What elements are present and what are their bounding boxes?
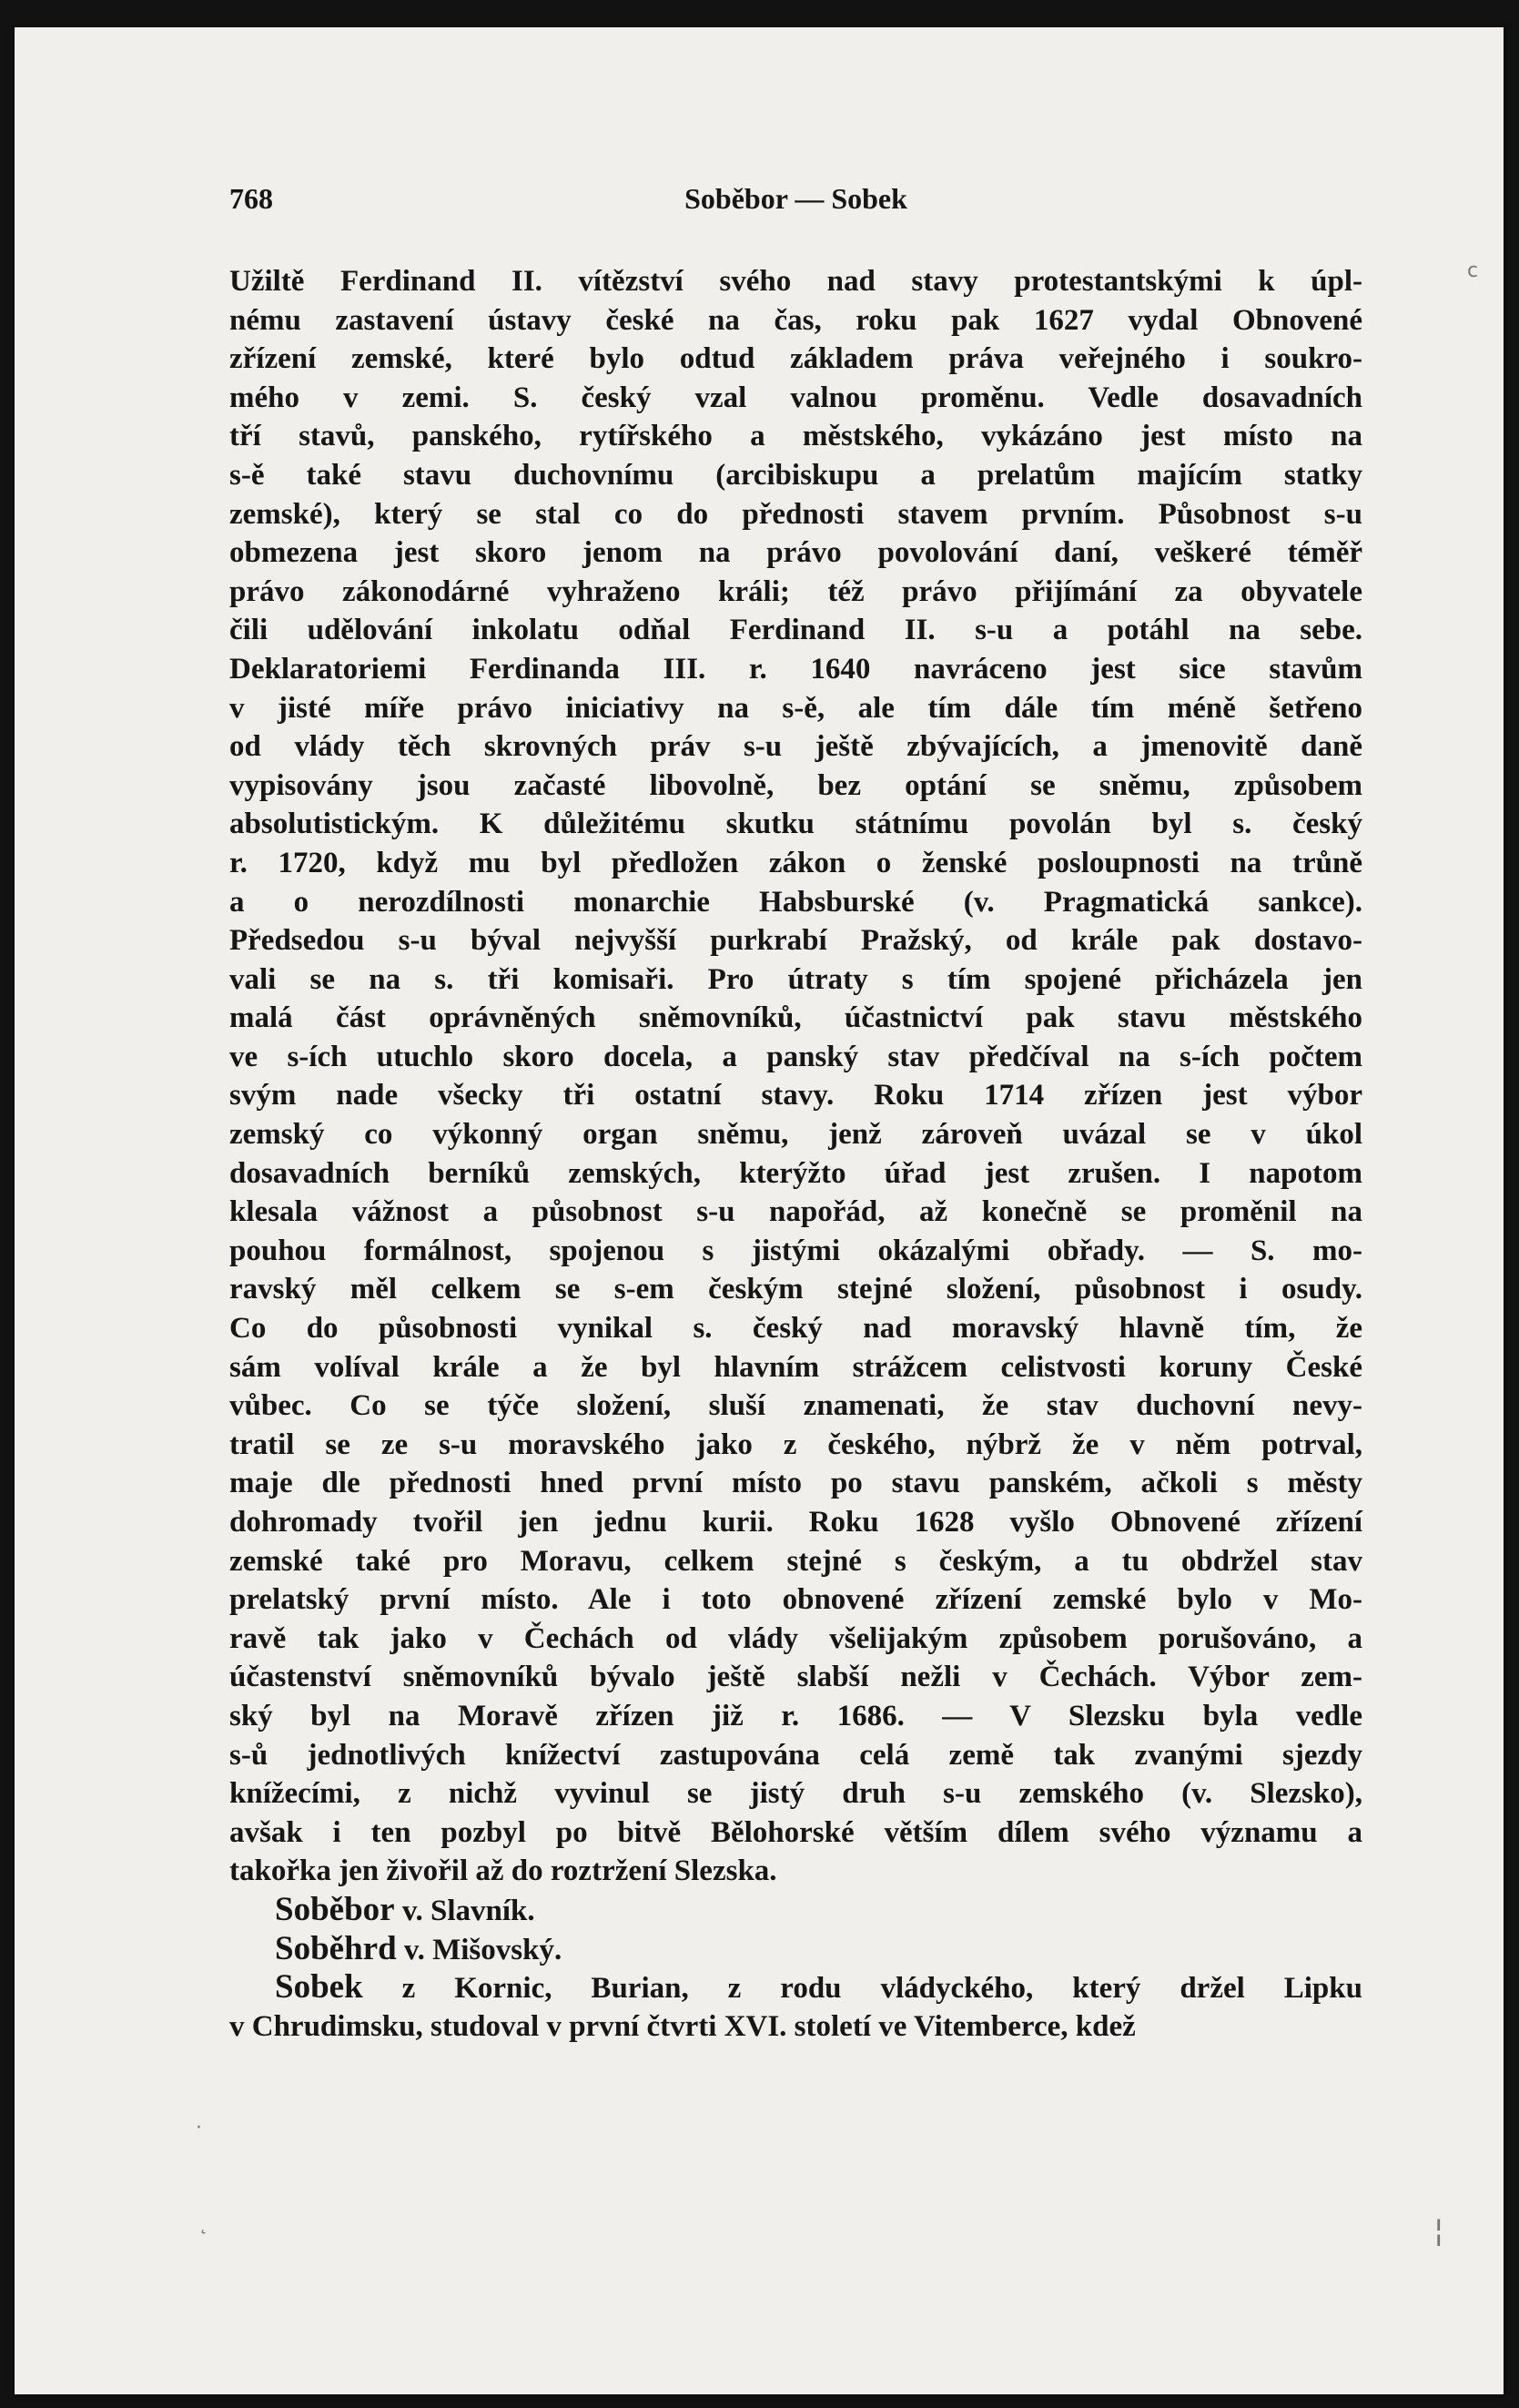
text-line: sám volíval krále a že byl hlavním strážcem celistvosti koruny České [229,1350,1362,1384]
text-line: zřízení zemské, které bylo odtud základem práva veřejného i soukro- [229,342,1362,376]
text-line: dohromady tvořil jen jednu kurii. Roku 1628 vyšlo Obnovené zřízení [229,1506,1362,1539]
text-line: ravský měl celkem se s-em českým stejné složení, působnost i osudy. [229,1273,1362,1306]
entry-text: z Kornic, Burian, z rodu vládyckého, který držel Lipku [401,1972,1362,2006]
entry-headword: Sobek [275,1968,363,2007]
dictionary-entry [229,1930,1362,1969]
text-line: svým nade všecky tři ostatní stavy. Roku 1714 zřízen jest výbor [229,1079,1362,1113]
entry-text: v. Mišovský. [403,1933,562,1966]
text-line: Předsedou s-u býval nejvyšší purkrabí Pražský, od krále pak dostavo- [229,924,1362,958]
text-line: zemské také pro Moravu, celkem stejné s českým, a tu obdržel stav [229,1544,1362,1578]
entry-headword: Soběhrd [275,1929,397,1967]
text-line: obmezena jest skoro jenom na právo povolování daní, veškeré téměř [229,536,1362,570]
text-line: zemské), který se stal co do přednosti stavem prvním. Působnost s-u [229,497,1362,531]
text-line: Užiltě Ferdinand II. vítězství svého nad stavy protestantskými k úpl- [229,265,1362,298]
text-line: s-ů jednotlivých knížectví zastupována celá země tak zvanými sjezdy [229,1738,1362,1772]
text-line: klesala vážnost a působnost s-u napořád, až konečně se proměnil na [229,1195,1362,1229]
text-line: dosavadních berníků zemských, kterýžto úřad jest zrušen. I napotom [229,1156,1362,1190]
text-line: ravě tak jako v Čechách od vlády všelijakým způsobem porušováno, a [229,1621,1362,1655]
page-header [229,182,1362,222]
text-line: absolutistickým. K důležitému skutku státnímu povolán byl s. český [229,808,1362,841]
text-line: s-ě také stavu duchovnímu (arcibiskupu a prelatům majícím statky [229,458,1362,492]
text-line: v Chrudimsku, studoval v první čtvrti XVI. století ve Vitemberce, kdež [229,2009,1136,2043]
text-line: vypisovány jsou začasté libovolně, bez optání se sněmu, způsobem [229,768,1362,802]
text-line: vůbec. Co se týče složení, sluší znamenati, že stav duchovní nevy- [229,1389,1362,1423]
text-line: mého v zemi. S. český vzal valnou proměnu. Vedle dosavadních [229,381,1362,414]
text-line: a o nerozdílnosti monarchie Habsburské (v. Pragmatická sankce). [229,885,1362,919]
margin-mark: ¦ [1433,2212,1444,2249]
text-line: tratil se ze s-u moravského jako z českého, nýbrž že v něm potrval, [229,1428,1362,1461]
text-line: Co do působnosti vynikal s. český nad moravský hlavně tím, že [229,1312,1362,1346]
text-line: od vlády těch skrovných práv s-u ještě zbývajících, a jmenovitě daně [229,730,1362,764]
entry-headword: Soběbor [275,1890,395,1928]
text-line: malá část oprávněných sněmovníků, účastnictví pak stavu městského [229,1001,1362,1035]
body-text [229,262,1362,2046]
text-line: v jisté míře právo iniciativy na s-ě, ale tím dále tím méně šetřeno [229,691,1362,725]
text-line: takořka jen živořil až do roztržení Slezska. [229,1854,777,1888]
text-line: knížecími, z nichž vyvinul se jistý druh s-u zemského (v. Slezsko), [229,1777,1362,1811]
text-line: účastenství sněmovníků bývalo ještě slabší nežli v Čechách. Výbor zem- [229,1661,1362,1694]
text-line: ve s-ích utuchlo skoro docela, a panský stav předčíval na s-ích počtem [229,1040,1362,1073]
text-line: maje dle přednosti hned první místo po stavu panském, ačkoli s městy [229,1467,1362,1500]
text-line: ský byl na Moravě zřízen již r. 1686. — V Slezsku byla vedle [229,1699,1362,1732]
running-head: Soběbor — Sobek [684,182,907,215]
dictionary-entry [229,1891,1362,1930]
paragraph [229,262,1362,1891]
text-line: zemský co výkonný organ sněmu, jenž zároveň uvázal se v úkol [229,1118,1362,1152]
text-line: nému zastavení ústavy české na čas, roku pak 1627 vydal Obnovené [229,303,1362,337]
page-number: 768 [229,182,273,215]
entry-text: v. Slavník. [401,1894,535,1927]
text-line: pouhou formálnost, spojenou s jistými okázalými obřady. — S. mo- [229,1234,1362,1267]
text-line: prelatský první místo. Ale i toto obnovené zřízení zemské bylo v Mo- [229,1583,1362,1617]
text-line: avšak i ten pozbyl po bitvě Bělohorské větším dílem svého významu a [229,1815,1362,1849]
dictionary-entry [229,1968,1362,2007]
text-line: tří stavů, panského, rytířského a městského, vykázáno jest místo na [229,420,1362,453]
margin-mark: c [1467,259,1479,282]
text-line: r. 1720, když mu byl předložen zákon o ženské posloupnosti na trůně [229,846,1362,879]
margin-mark: ˛ [198,2212,208,2235]
text-line: čili udělování inkolatu odňal Ferdinand II. s-u a potáhl na sebe. [229,614,1362,647]
margin-mark: · [196,2117,202,2139]
text-line: vali se na s. tři komisaři. Pro útraty s tím spojené přicházela jen [229,962,1362,996]
text-line: Deklaratoriemi Ferdinanda III. r. 1640 navráceno jest sice stavům [229,652,1362,686]
text-line: právo zákonodárné vyhraženo králi; též právo přijímání za obyvatele [229,574,1362,608]
